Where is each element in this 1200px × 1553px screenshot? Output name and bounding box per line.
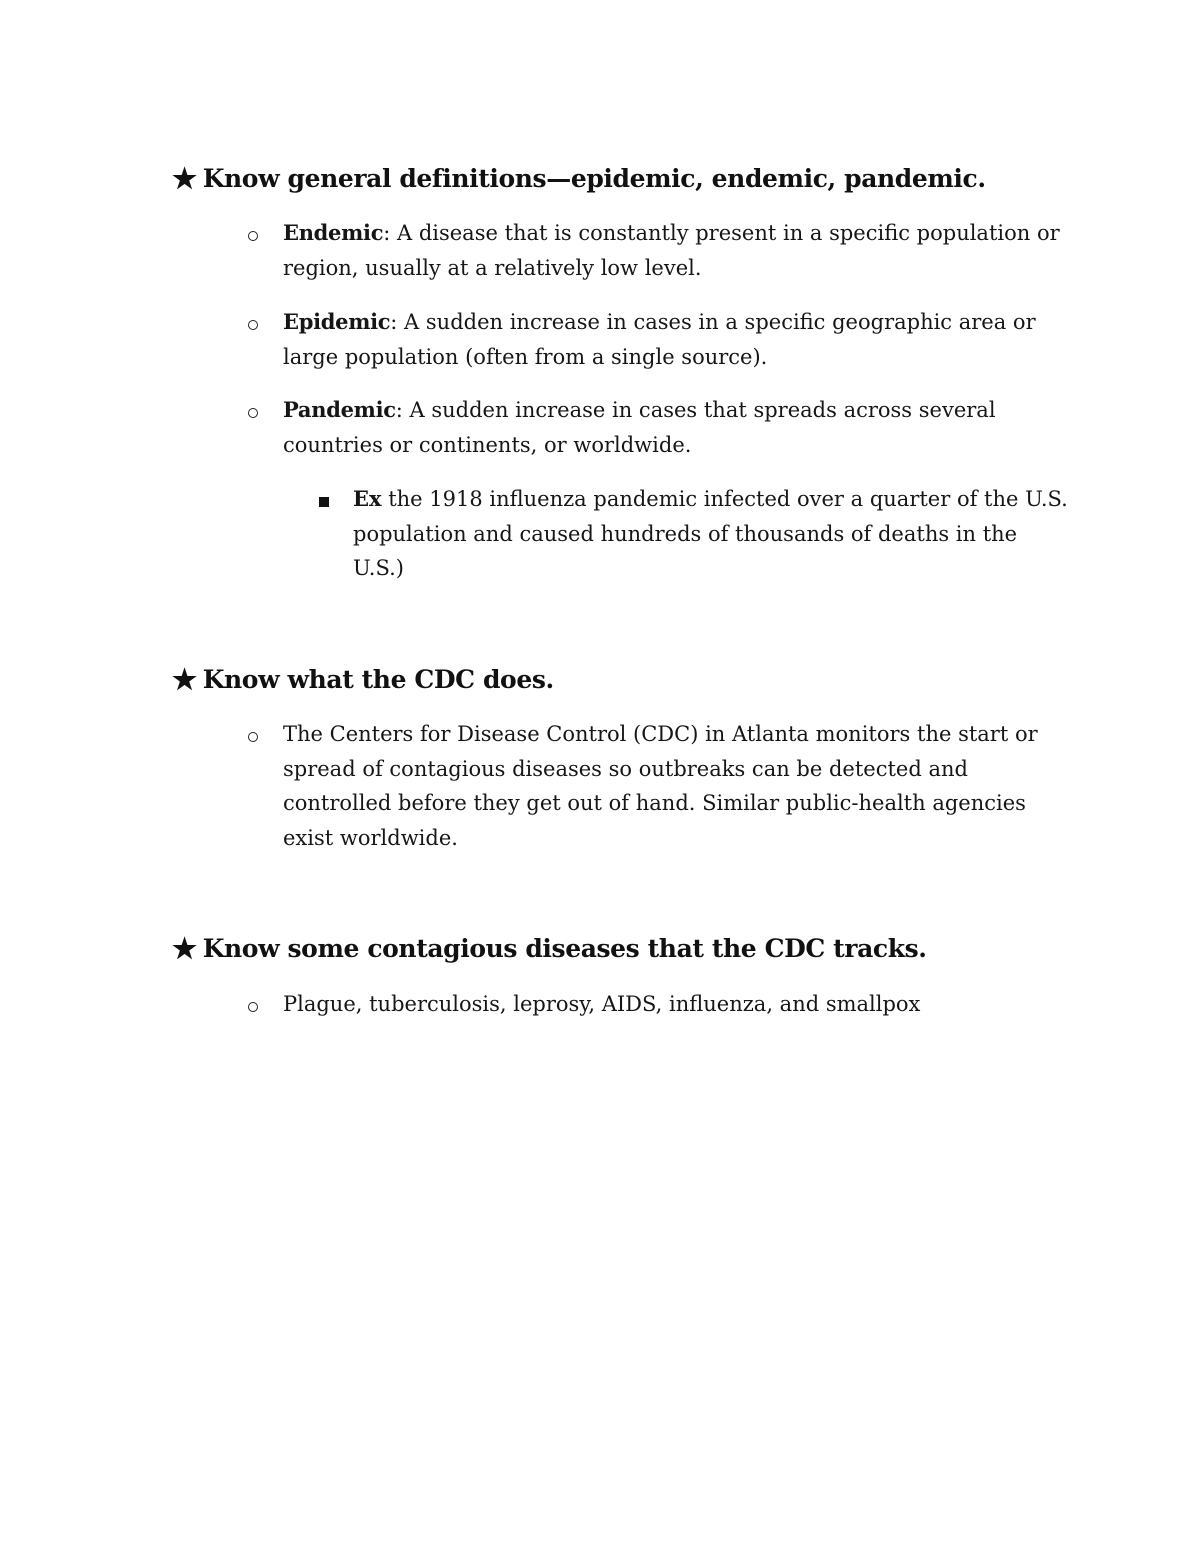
circle-bullet-icon: [248, 320, 258, 330]
item-text: The Centers for Disease Control (CDC) in Atlanta monitors the start or spread of contagious diseases so outbreaks can be detected and controlled before they get out of hand. Similar public-health agencies exist worldwide.: [283, 722, 1038, 851]
definition-text: A sudden increase in cases that spreads across several countries or continents, or worldwide.: [283, 398, 996, 457]
list-item-cdc-description: [283, 717, 1073, 856]
star-icon: ★: [172, 663, 197, 696]
sub-list-item-example: [353, 482, 1073, 586]
heading-text: Know general definitions—epidemic, endemic, pandemic.: [202, 164, 986, 193]
definition-text: A sudden increase in cases in a specific geographic area or large population (often from a single source).: [283, 310, 1036, 369]
heading-text: Know what the CDC does.: [202, 665, 554, 694]
list-item-disease-list: [283, 987, 1073, 1022]
heading-text: Know some contagious diseases that the CDC tracks.: [202, 934, 927, 963]
section-heading-definitions: [172, 162, 986, 195]
circle-bullet-icon: [248, 1002, 258, 1012]
definition-text: A disease that is constantly present in a specific population or region, usually at a relatively low level.: [283, 221, 1060, 280]
term-label: Epidemic: [283, 309, 391, 334]
term-separator: :: [390, 310, 398, 334]
star-icon: ★: [172, 162, 197, 195]
section-heading-diseases: [172, 932, 927, 965]
list-item-pandemic: [283, 393, 1073, 462]
circle-bullet-icon: [248, 732, 258, 742]
square-bullet-icon: [319, 497, 329, 507]
list-item-endemic: [283, 216, 1073, 285]
section-heading-cdc: [172, 663, 554, 696]
example-label: Ex: [353, 486, 382, 511]
example-text: the 1918 influenza pandemic infected over a quarter of the U.S. population and caused hundreds of thousands of deaths in the U.S.): [353, 487, 1068, 581]
term-label: Endemic: [283, 220, 384, 245]
item-text: Plague, tuberculosis, leprosy, AIDS, influenza, and smallpox: [283, 992, 921, 1016]
list-item-epidemic: [283, 305, 1073, 374]
term-label: Pandemic: [283, 397, 396, 422]
star-icon: ★: [172, 932, 197, 965]
term-separator: :: [383, 221, 391, 245]
term-separator: :: [395, 398, 403, 422]
circle-bullet-icon: [248, 408, 258, 418]
circle-bullet-icon: [248, 231, 258, 241]
